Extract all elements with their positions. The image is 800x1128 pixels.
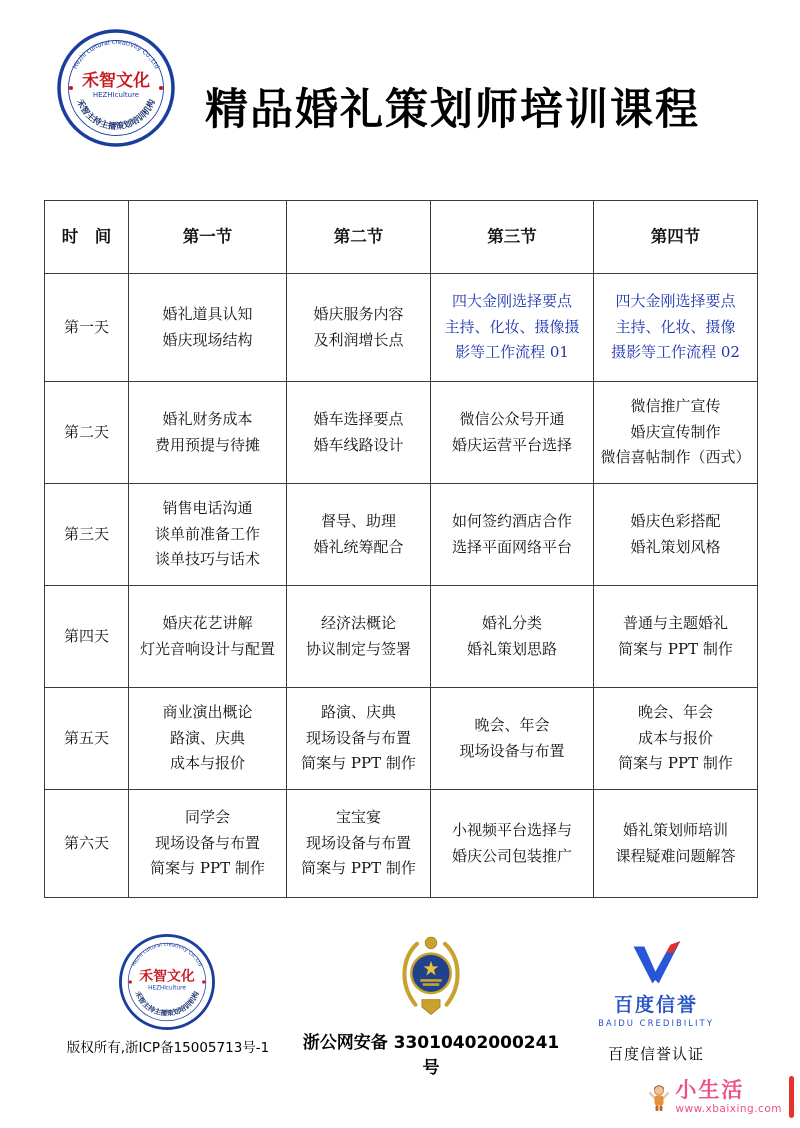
course-cell: [129, 382, 287, 484]
day-label: 第二天: [45, 382, 129, 484]
footer-logo-arc-top-text: Hezhi cultural creativity Co.,Ltd: [130, 942, 204, 968]
course-cell: [431, 382, 594, 484]
course-line: 普通与主题婚礼: [622, 614, 728, 632]
course-cell: [431, 790, 594, 898]
course-line: 及利润增长点: [313, 330, 404, 349]
day-label: 第一天: [45, 274, 129, 382]
course-line: 微信公众号开通: [459, 410, 565, 428]
baidu-credibility-block: [578, 934, 734, 1064]
column-header-session3: 第三节: [431, 201, 594, 274]
watermark-site-name: 小生活: [675, 1078, 745, 1103]
column-header-session2: 第二节: [287, 201, 431, 274]
course-cell: [594, 274, 758, 382]
column-header-session1: 第一节: [129, 201, 287, 274]
schedule-table: [44, 200, 758, 898]
copyright-text: 版权所有,浙ICP备15005713号-1: [66, 1040, 270, 1056]
baidu-credibility-name: 百度信誉: [613, 994, 698, 1016]
course-line: 四大金刚选择要点: [615, 292, 736, 311]
table-row: [45, 586, 758, 688]
course-line: 同学会: [184, 808, 230, 827]
course-line: 微信喜帖制作（西式）: [600, 448, 751, 467]
company-logo: [56, 28, 176, 148]
course-cell: [287, 274, 431, 382]
course-line: 现场设备与布置: [154, 833, 260, 852]
course-cell: [594, 484, 758, 586]
course-line: 如何签约酒店合作: [451, 512, 572, 530]
course-line: 婚礼策划思路: [466, 639, 557, 658]
course-line: 影等工作流程 01: [455, 343, 569, 362]
footer-logo-company-name: 禾智文化: [139, 968, 195, 985]
course-cell: [287, 484, 431, 586]
course-line: 谈单技巧与话术: [154, 550, 260, 569]
course-line: 婚礼策划师培训: [622, 821, 728, 839]
baidu-credibility-icon: [629, 934, 683, 986]
course-line: 现场设备与布置: [305, 833, 411, 852]
watermark-red-bar: [789, 1076, 794, 1118]
police-record-number: 浙公网安备 33010402000241号: [302, 1033, 560, 1078]
course-line: 谈单前准备工作: [154, 524, 260, 543]
course-line: 现场设备与布置: [305, 728, 411, 747]
course-line: 婚庆宣传制作: [630, 422, 721, 441]
course-line: 协议制定与签署: [305, 639, 411, 658]
course-line: 路演、庆典: [320, 703, 396, 722]
watermark-person-icon: [647, 1081, 671, 1113]
course-line: 灯光音响设计与配置: [139, 639, 275, 658]
day-label: 第五天: [45, 688, 129, 790]
course-line: 简案与 PPT 制作: [618, 754, 733, 773]
course-cell: [594, 586, 758, 688]
table-row: [45, 484, 758, 586]
course-line: 婚庆色彩搭配: [630, 512, 721, 530]
schedule-table-wrap: [44, 200, 757, 898]
logo-company-name: 禾智文化: [82, 71, 150, 91]
course-line: 宝宝宴: [335, 808, 381, 827]
course-line: 婚礼财务成本: [162, 410, 253, 428]
footer-logo-company-name-en: HEZHIculture: [148, 985, 186, 992]
course-line: 现场设备与布置: [459, 741, 565, 760]
course-line: 销售电话沟通: [162, 499, 253, 518]
course-line: 简案与 PPT 制作: [301, 859, 416, 878]
course-cell: [594, 790, 758, 898]
schedule-table-body: [45, 274, 758, 898]
footer-logo-arc-bottom-text: 禾智主持主播策划培训机构: [133, 989, 201, 1018]
course-cell: [129, 586, 287, 688]
course-line: 路演、庆典: [169, 728, 245, 747]
course-cell: [431, 688, 594, 790]
course-line: 简案与 PPT 制作: [301, 754, 416, 773]
course-line: 费用预提与待摊: [154, 435, 260, 454]
course-cell: [129, 484, 287, 586]
course-line: 摄影等工作流程 02: [611, 343, 740, 362]
course-cell: [431, 586, 594, 688]
course-cell: [129, 274, 287, 382]
course-line: 婚庆公司包装推广: [451, 846, 572, 865]
course-line: 晚会、年会: [474, 716, 550, 734]
course-line: 晚会、年会: [637, 703, 713, 722]
course-line: 婚礼策划风格: [630, 537, 721, 556]
column-header-time: 时 间: [45, 201, 129, 274]
column-header-session4: 第四节: [594, 201, 758, 274]
course-line: 婚庆服务内容: [313, 305, 404, 323]
day-label: 第四天: [45, 586, 129, 688]
course-cell: [287, 586, 431, 688]
table-row: [45, 382, 758, 484]
course-cell: [129, 688, 287, 790]
course-line: 四大金刚选择要点: [451, 292, 572, 311]
course-line: 婚车选择要点: [313, 410, 404, 428]
course-line: 主持、化妆、摄像摄: [444, 317, 580, 336]
course-line: 婚庆运营平台选择: [451, 435, 572, 454]
course-line: 督导、助理: [320, 512, 396, 530]
course-line: 商业演出概论: [162, 703, 253, 722]
course-line: 婚礼统筹配合: [313, 537, 404, 556]
course-line: 婚车线路设计: [313, 435, 404, 454]
course-cell: [287, 688, 431, 790]
logo-company-name-en: HEZHIculture: [92, 91, 140, 99]
course-line: 选择平面网络平台: [451, 537, 572, 556]
course-line: 婚庆花艺讲解: [162, 614, 253, 632]
course-cell: [431, 484, 594, 586]
watermark-site-url: www.xbaixing.com: [675, 1102, 782, 1115]
baidu-certification-label: 百度信誉认证: [607, 1045, 704, 1063]
course-line: 婚庆现场结构: [162, 330, 253, 349]
course-cell: [594, 382, 758, 484]
course-line: 成本与报价: [169, 754, 245, 773]
police-badge-icon: [394, 930, 468, 1020]
course-line: 成本与报价: [637, 728, 713, 747]
table-row: [45, 790, 758, 898]
course-line: 婚礼道具认知: [162, 305, 253, 323]
table-row: [45, 274, 758, 382]
baidu-credibility-name-en: BAIDU CREDIBILITY: [598, 1019, 714, 1029]
table-header-row: [45, 201, 758, 274]
footer-company-logo: [118, 933, 216, 1031]
course-line: 微信推广宣传: [630, 397, 721, 416]
course-line: 主持、化妆、摄像: [615, 317, 736, 336]
day-label: 第三天: [45, 484, 129, 586]
course-line: 小视频平台选择与: [451, 821, 572, 839]
course-line: 婚礼分类: [481, 614, 542, 632]
course-cell: [431, 274, 594, 382]
page-title: 精品婚礼策划师培训课程: [205, 85, 700, 135]
table-row: [45, 688, 758, 790]
course-cell: [129, 790, 287, 898]
course-cell: [287, 382, 431, 484]
course-cell: [287, 790, 431, 898]
logo-arc-top-text: Hezhi cultural creativity Co.,Ltd: [71, 38, 161, 71]
course-cell: [594, 688, 758, 790]
course-line: 简案与 PPT 制作: [150, 859, 265, 878]
course-line: 简案与 PPT 制作: [618, 639, 733, 658]
site-watermark: [647, 1076, 794, 1118]
course-line: 课程疑难问题解答: [615, 846, 736, 865]
day-label: 第六天: [45, 790, 129, 898]
logo-arc-bottom-text: 禾智主持主播策划培训机构: [74, 98, 158, 133]
course-line: 经济法概论: [320, 614, 396, 632]
